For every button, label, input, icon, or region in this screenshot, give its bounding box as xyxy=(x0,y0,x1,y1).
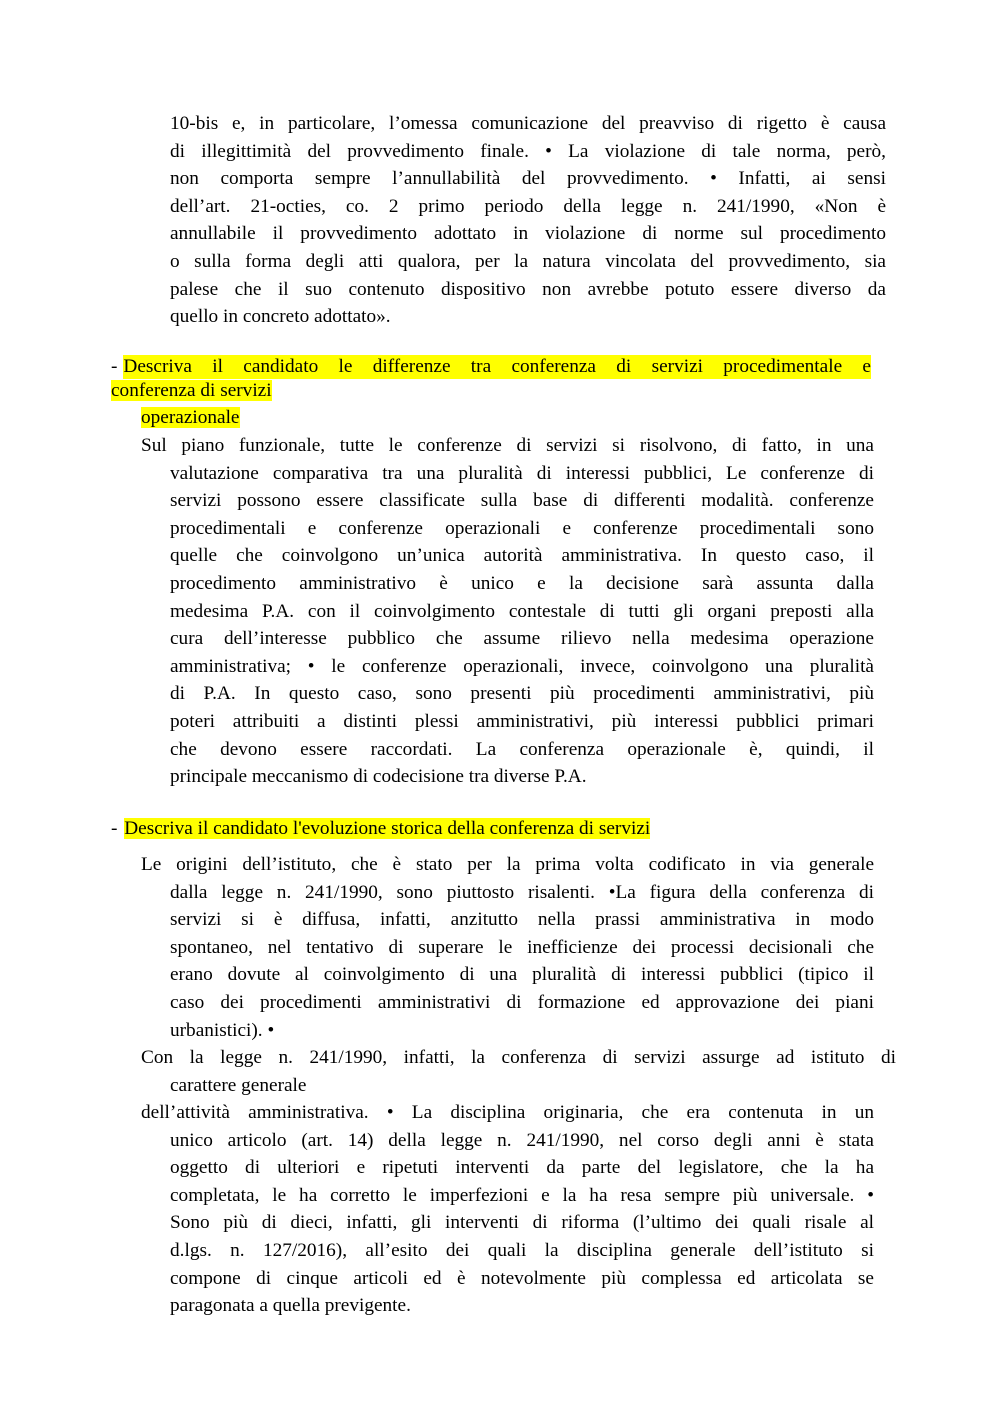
text-line: poteri attribuiti a distinti plessi amministrativi, più interessi pubblici primari xyxy=(170,710,874,732)
text-line: di illegittimità del provvedimento finale. • La violazione di tale norma, però, xyxy=(170,140,886,162)
question-heading-1-end xyxy=(141,406,240,430)
text-line: procedimento amministrativo è unico e la decisione sarà assunta dalla xyxy=(170,572,874,594)
paragraph-continuation xyxy=(170,110,886,331)
text-line: unico articolo (art. 14) della legge n. 241/1990, nel corso degli anni è stata xyxy=(170,1129,874,1151)
text-line: compone di cinque articoli ed è notevolmente più complessa ed articolata se xyxy=(170,1267,874,1289)
paragraph-answer-2c-body xyxy=(170,1127,874,1320)
text-line: Sono più di dieci, infatti, gli interventi di riforma (l’ultimo dei quali risale al xyxy=(170,1212,874,1234)
text-line: valutazione comparativa tra una pluralità di interessi pubblici, Le conferenze di xyxy=(170,462,874,484)
question-dash: - xyxy=(111,356,118,377)
paragraph-answer-2a-body xyxy=(170,879,874,1045)
question-text: operazionale xyxy=(141,407,240,428)
text-line: non comporta sempre l’annullabilità del provvedimento. • Infatti, ai sensi xyxy=(170,168,886,190)
paragraph-answer-2c xyxy=(141,1099,874,1127)
text-line: servizi possono essere classificate sulla base di differenti modalità. conferenze xyxy=(170,490,874,512)
paragraph-answer-2b xyxy=(141,1044,896,1072)
text-line: 10-bis e, in particolare, l’omessa comunicazione del preavviso di rigetto è causa xyxy=(170,113,886,134)
paragraph-answer-2b-body xyxy=(170,1072,306,1100)
text-line: o sulla forma degli atti qualora, per la natura vincolata del provvedimento, sia xyxy=(170,250,886,272)
text-line: dalla legge n. 241/1990, sono piuttosto risalenti. •La figura della conferenza di xyxy=(170,881,874,903)
text-line: annullabile il provvedimento adottato in violazione di norme sul procedimento xyxy=(170,223,886,245)
question-text: Descriva il candidato l'evoluzione storica della conferenza di servizi xyxy=(124,818,651,839)
question-line xyxy=(111,817,650,841)
question-text: Descriva il candidato le differenze tra conferenza di servizi procedimentale e xyxy=(123,356,871,377)
paragraph-answer-1 xyxy=(141,432,874,460)
paragraph-answer-1-body xyxy=(170,460,874,791)
text-line: Sul piano funzionale, tutte le conferenze di servizi si risolvono, di fatto, in una xyxy=(141,435,874,456)
text-line: urbanistici). • xyxy=(170,1019,275,1041)
text-line: d.lgs. n. 127/2016), all’esito dei quali la disciplina generale dell’istituto si xyxy=(170,1239,874,1261)
question-line xyxy=(141,406,240,430)
question-heading-1 xyxy=(111,355,871,403)
text-line: di P.A. In questo caso, sono presenti più procedimenti amministrativi, più xyxy=(170,683,874,705)
text-line: procedimentali e conferenze operazionali e conferenze procedimentali sono xyxy=(170,517,874,539)
question-line xyxy=(111,355,871,379)
text-line: medesima P.A. con il coinvolgimento contestale di tutti gli organi preposti alla xyxy=(170,600,874,622)
question-line xyxy=(111,379,871,403)
paragraph-answer-2a xyxy=(141,851,874,879)
text-line: dell’attività amministrativa. • La disciplina originaria, che era contenuta in un xyxy=(141,1102,874,1123)
text-line: cura dell’interesse pubblico che assume rilievo nella medesima operazione xyxy=(170,628,874,650)
text-line: amministrativa; • le conferenze operazionali, invece, coinvolgono una pluralità xyxy=(170,655,874,677)
text-line: servizi si è diffusa, infatti, anzitutto nella prassi amministrativa in modo xyxy=(170,909,874,931)
question-dash: - xyxy=(111,818,118,839)
question-heading-2 xyxy=(111,817,650,841)
text-line: oggetto di ulteriori e ripetuti interventi da parte del legislatore, che la ha xyxy=(170,1157,874,1179)
text-line: principale meccanismo di codecisione tra diverse P.A. xyxy=(170,766,587,788)
question-text: conferenza di servizi xyxy=(111,380,272,401)
text-line: caso dei procedimenti amministrativi di formazione ed approvazione dei piani xyxy=(170,991,874,1013)
text-line: che devono essere raccordati. La conferenza operazionale è, quindi, il xyxy=(170,738,874,760)
text-line: Con la legge n. 241/1990, infatti, la conferenza di servizi assurge ad istituto di xyxy=(141,1047,896,1068)
text-line: carattere generale xyxy=(170,1074,307,1096)
text-line: erano dovute al coinvolgimento di una pluralità di interessi pubblici (tipico il xyxy=(170,964,874,986)
text-line: palese che il suo contenuto dispositivo non avrebbe potuto essere diverso da xyxy=(170,278,886,300)
text-line: dell’art. 21-octies, co. 2 primo periodo della legge n. 241/1990, «Non è xyxy=(170,195,886,217)
text-line: paragonata a quella previgente. xyxy=(170,1295,411,1317)
text-line: quello in concreto adottato». xyxy=(170,306,391,328)
text-line: quelle che coinvolgono un’unica autorità amministrativa. In questo caso, il xyxy=(170,545,874,567)
text-line: Le origini dell’istituto, che è stato per la prima volta codificato in via generale xyxy=(141,854,874,875)
text-line: spontaneo, nel tentativo di superare le inefficienze dei processi decisionali che xyxy=(170,936,874,958)
text-line: completata, le ha corretto le imperfezioni e la ha resa sempre più universale. • xyxy=(170,1184,874,1206)
